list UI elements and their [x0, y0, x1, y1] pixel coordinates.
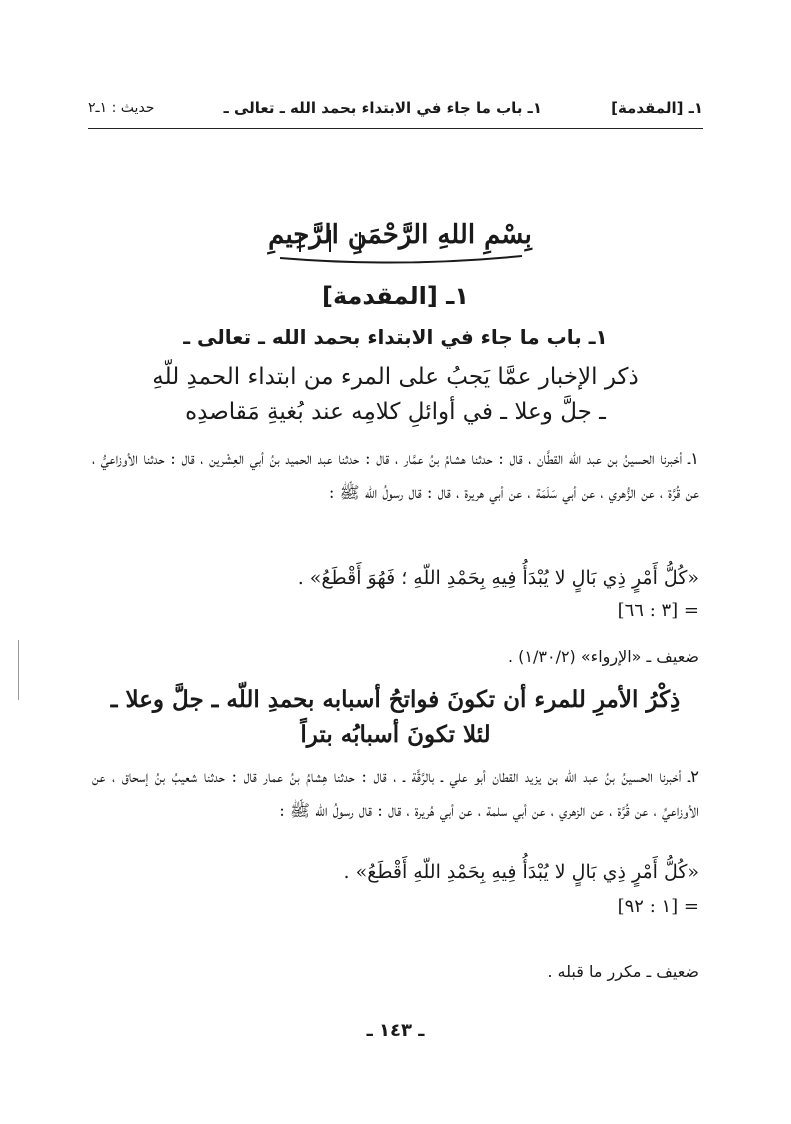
- header-hadith-range: حديث : ١ـ٢: [88, 100, 155, 116]
- hadith-isnad: ٢ـ أخبرنا الحسينُ بنُ عبد اللّه بن يزيد القطان أبو علي ـ بالرَّقَّة ـ ، قال : حدثنا هِشامُ بنُ عمار قال : حدثنا شعيبُ بنُ إسحاق ، عن الأوزاعيِّ ، عن قُرَّة ، عن الزهري ، عن أبي سلمة ، عن أبي هُريرة ، قال : قال رسولُ اللّه ﷺ :: [92, 767, 699, 820]
- hadith-reference: = [٣ : ٦٦]: [617, 600, 699, 621]
- hadith-matn: «كُلُّ أَمْرٍ ذِي بَالٍ لا يُبْدَأُ فِيهِ بِحَمْدِ اللّهِ ؛ فَهُوَ أَقْطَعُ» .: [297, 567, 699, 589]
- section-title-line: ذِكْرُ الأمرِ للمرء أن تكونَ فواتحُ أسبابه بحمدِ اللّه ـ جلَّ وعلا ـ: [110, 686, 681, 713]
- hadith-grade: ضعيف ـ مكرر ما قبله .: [547, 962, 699, 981]
- running-header: [88, 96, 703, 120]
- section-title-line: لئلا تكونَ أسبابُه بتراً: [300, 721, 491, 748]
- margin-mark: [18, 640, 19, 700]
- book-title: ١ـ [المقدمة]: [321, 282, 470, 310]
- hadith-grade: ضعيف ـ «الإرواء» (١/٣٠/٢) .: [507, 647, 699, 666]
- hadith-reference: = [١ : ٩٢]: [617, 896, 699, 917]
- chapter-title: ١ـ باب ما جاء في الابتداء بحمد الله ـ تعالى ـ: [183, 325, 608, 349]
- header-chapter-label: ١ـ باب ما جاء في الابتداء بحمد الله ـ تعالى ـ: [223, 99, 542, 117]
- header-divider: [88, 128, 703, 129]
- section-title-line: ذكر الإخبار عمَّا يَجبُ على المرء من ابتداء الحمدِ للّهِ: [152, 364, 639, 390]
- page-number: ـ ١٤٣ ـ: [366, 1020, 425, 1041]
- section-title-line: ـ جلَّ وعلا ـ في أوائلِ كلامِه عند بُغيةِ مَقاصدِه: [185, 399, 606, 425]
- header-book-label: ١ـ [المقدمة]: [611, 99, 703, 117]
- basmala-text: بِسْمِ اللهِ الرَّحْمَنِ الرَّحِيمِ: [268, 220, 532, 250]
- hadith-matn: «كُلُّ أَمْرٍ ذِي بَالٍ لا يُبْدَأُ فِيهِ بِحَمْدِ اللّهِ أَقْطَعُ» .: [343, 861, 699, 883]
- basmala-calligraphy: [260, 218, 540, 268]
- hadith-isnad: ١ـ أخبرنا الحسينُ بن عبد اللّه القطَّان ، قال : حدثنا هشامُ بنُ عمَّار ، قال : حدثنا عبد الحميد بنُ أبي العِشْرين ، قال : حدثنا الأوزاعيُّ ، عن قُرَّة ، عن الزُّهري ، عن أبي سَلَمَة ، عن أبي هريرة ، قال : قال رسولُ اللّه ﷺ :: [92, 449, 699, 502]
